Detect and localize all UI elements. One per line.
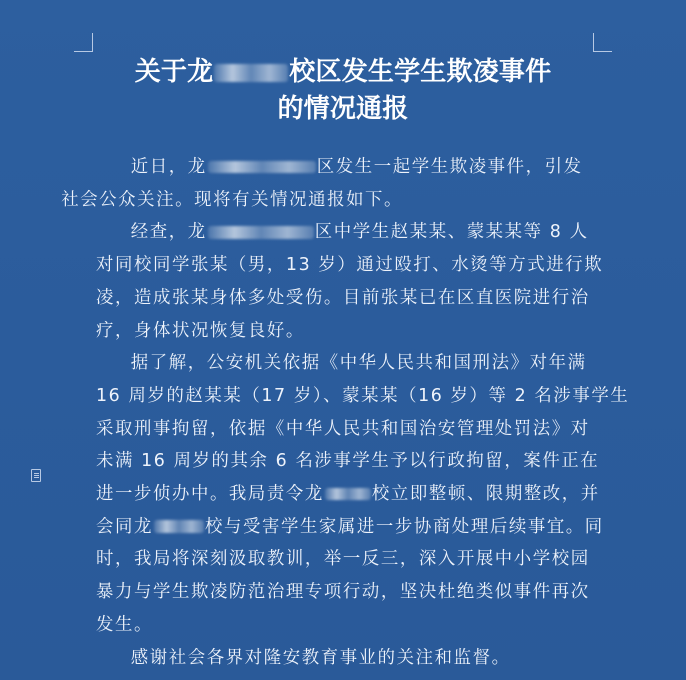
p2-l1-start: 经查，龙 bbox=[130, 222, 207, 243]
crop-corner-top-left-icon bbox=[74, 33, 93, 52]
document-body bbox=[61, 151, 630, 674]
title-line-1-end: 校区发生学生欺凌事件 bbox=[289, 57, 552, 87]
paragraph-3-line-2: 16 周岁的赵某某（17 岁）、蒙某某（16 岁）等 2 名涉事学生 bbox=[96, 385, 630, 406]
paragraph-3-line-4: 未满 16 周岁的其余 6 名涉事学生予以行政拘留，案件正在 bbox=[96, 451, 600, 472]
paragraph-3-line-8: 暴力与学生欺凌防范治理专项行动，坚决杜绝类似事件再次 bbox=[96, 582, 590, 603]
paragraph-3-line-6 bbox=[61, 511, 604, 544]
paragraph-3-line-1: 据了解，公安机关依据《中华人民共和国刑法》对年满 bbox=[130, 353, 587, 374]
p1-l1-end: 区发生一起学生欺凌事件，引发 bbox=[316, 157, 583, 177]
crop-corner-top-right-icon bbox=[593, 33, 612, 52]
title-line-1-start: 关于龙 bbox=[134, 57, 214, 87]
redacted-text bbox=[208, 161, 316, 174]
paragraph-3-line-3: 采取刑事拘留，依据《中华人民共和国治安管理处罚法》对 bbox=[96, 418, 590, 439]
paragraph-2-line-4: 疗，身体状况恢复良好。 bbox=[96, 320, 305, 341]
p3-l5-end: 校立即整顿、限期整改，并 bbox=[371, 484, 600, 505]
paragraph-3 bbox=[96, 347, 630, 641]
paragraph-1-line-1 bbox=[96, 151, 600, 184]
p1-l1-start: 近日，龙 bbox=[130, 157, 207, 177]
redacted-text bbox=[208, 226, 314, 239]
paragraph-2-line-2: 对同校同学张某（男，13 岁）通过殴打、水烫等方式进行欺 bbox=[96, 255, 604, 276]
paragraph-3-line-5 bbox=[61, 478, 600, 511]
paragraph-4 bbox=[96, 642, 600, 675]
redacted-text bbox=[325, 488, 371, 501]
p2-l1-end: 区中学生赵某某、蒙某某等 8 人 bbox=[314, 222, 589, 243]
title-line-2: 的情况通报 bbox=[277, 94, 409, 124]
document-icon[interactable] bbox=[31, 469, 41, 482]
paragraph-2-line-3: 凌，造成张某身体多处受伤。目前张某已在区直医院进行治 bbox=[96, 287, 590, 308]
paragraph-3-line-9: 发生。 bbox=[96, 614, 153, 635]
p3-l6-start: 会同龙 bbox=[96, 516, 153, 537]
paragraph-2-line-1 bbox=[96, 216, 600, 249]
title-line-1 bbox=[70, 54, 616, 91]
p3-l5-start: 进一步侦办中。我局责令龙 bbox=[96, 484, 324, 505]
paragraph-3-line-7: 时，我局将深刻汲取教训，举一反三，深入开展中小学校园 bbox=[96, 549, 590, 570]
redacted-text bbox=[154, 520, 204, 533]
document-title bbox=[70, 54, 616, 128]
redacted-text bbox=[214, 64, 288, 83]
paragraph-2 bbox=[96, 216, 604, 347]
paragraph-1-line-2: 社会公众关注。现将有关情况通报如下。 bbox=[61, 189, 404, 210]
paragraph-1 bbox=[61, 151, 600, 216]
paragraph-4-line-1: 感谢社会各界对隆安教育事业的关注和监督。 bbox=[130, 647, 511, 668]
p3-l6-end: 校与受害学生家属进一步协商处理后续事宜。同 bbox=[204, 516, 604, 537]
